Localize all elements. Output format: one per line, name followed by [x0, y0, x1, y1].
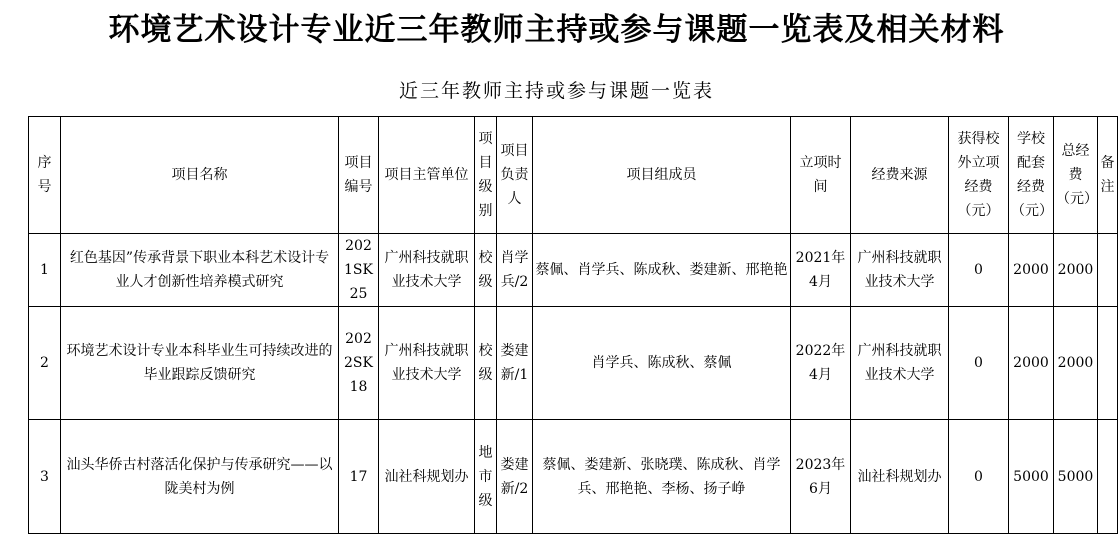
- cell-source: 广州科技就职业技术大学: [851, 234, 949, 307]
- header-code: 项目编号: [339, 117, 379, 234]
- cell-dept: 广州科技就职业技术大学: [379, 307, 475, 420]
- header-lead: 项目负责人: [497, 117, 533, 234]
- cell-lead: 娄建新/2: [497, 420, 533, 534]
- cell-note: [1098, 307, 1118, 420]
- cell-total: 5000: [1054, 420, 1098, 534]
- cell-school-fund: 2000: [1009, 307, 1054, 420]
- cell-seq: 1: [29, 234, 61, 307]
- cell-source: 广州科技就职业技术大学: [851, 307, 949, 420]
- cell-note: [1098, 234, 1118, 307]
- table-header-row: [29, 117, 1118, 234]
- table-row: [29, 307, 1118, 420]
- cell-name: 红色基因”传承背景下职业本科艺术设计专业人才创新性培养模式研究: [61, 234, 339, 307]
- cell-level: 地市级: [475, 420, 497, 534]
- cell-ext-fund: 0: [949, 420, 1009, 534]
- projects-table: [28, 116, 1118, 534]
- cell-seq: 3: [29, 420, 61, 534]
- cell-ext-fund: 0: [949, 234, 1009, 307]
- cell-name: 环境艺术设计专业本科毕业生可持续改进的毕业跟踪反馈研究: [61, 307, 339, 420]
- cell-date: 2023年6月: [791, 420, 851, 534]
- header-level: 项目级别: [475, 117, 497, 234]
- header-note: 备注: [1098, 117, 1118, 234]
- header-date: 立项时间: [791, 117, 851, 234]
- cell-code: 17: [339, 420, 379, 534]
- cell-level: 校级: [475, 307, 497, 420]
- table-row: [29, 234, 1118, 307]
- cell-members: 蔡佩、肖学兵、陈成秋、娄建新、邢艳艳: [533, 234, 791, 307]
- table-row: [29, 420, 1118, 534]
- page-title: 环境艺术设计专业近三年教师主持或参与课题一览表及相关材料: [108, 12, 1005, 48]
- cell-members: 蔡佩、娄建新、张晓璞、陈成秋、肖学兵、邢艳艳、李杨、扬子峥: [533, 420, 791, 534]
- cell-note: [1098, 420, 1118, 534]
- header-ext-fund: 获得校外立项经费（元）: [949, 117, 1009, 234]
- cell-total: 2000: [1054, 307, 1098, 420]
- cell-lead: 肖学兵/2: [497, 234, 533, 307]
- cell-code: 2021SK25: [339, 234, 379, 307]
- cell-total: 2000: [1054, 234, 1098, 307]
- header-seq: 序号: [29, 117, 61, 234]
- header-source: 经费来源: [851, 117, 949, 234]
- header-dept: 项目主管单位: [379, 117, 475, 234]
- cell-school-fund: 2000: [1009, 234, 1054, 307]
- cell-dept: 广州科技就职业技术大学: [379, 234, 475, 307]
- table-caption: 近三年教师主持或参与课题一览表: [398, 80, 714, 102]
- cell-date: 2021年4月: [791, 234, 851, 307]
- header-school-fund: 学校配套经费（元）: [1009, 117, 1054, 234]
- cell-dept: 汕社科规划办: [379, 420, 475, 534]
- cell-ext-fund: 0: [949, 307, 1009, 420]
- cell-seq: 2: [29, 307, 61, 420]
- cell-date: 2022年4月: [791, 307, 851, 420]
- header-members: 项目组成员: [533, 117, 791, 234]
- cell-code: 2022SK18: [339, 307, 379, 420]
- cell-source: 汕社科规划办: [851, 420, 949, 534]
- cell-name: 汕头华侨古村落活化保护与传承研究——以陇美村为例: [61, 420, 339, 534]
- header-name: 项目名称: [61, 117, 339, 234]
- header-total: 总经费（元）: [1054, 117, 1098, 234]
- cell-level: 校级: [475, 234, 497, 307]
- cell-lead: 娄建新/1: [497, 307, 533, 420]
- cell-members: 肖学兵、陈成秋、蔡佩: [533, 307, 791, 420]
- cell-school-fund: 5000: [1009, 420, 1054, 534]
